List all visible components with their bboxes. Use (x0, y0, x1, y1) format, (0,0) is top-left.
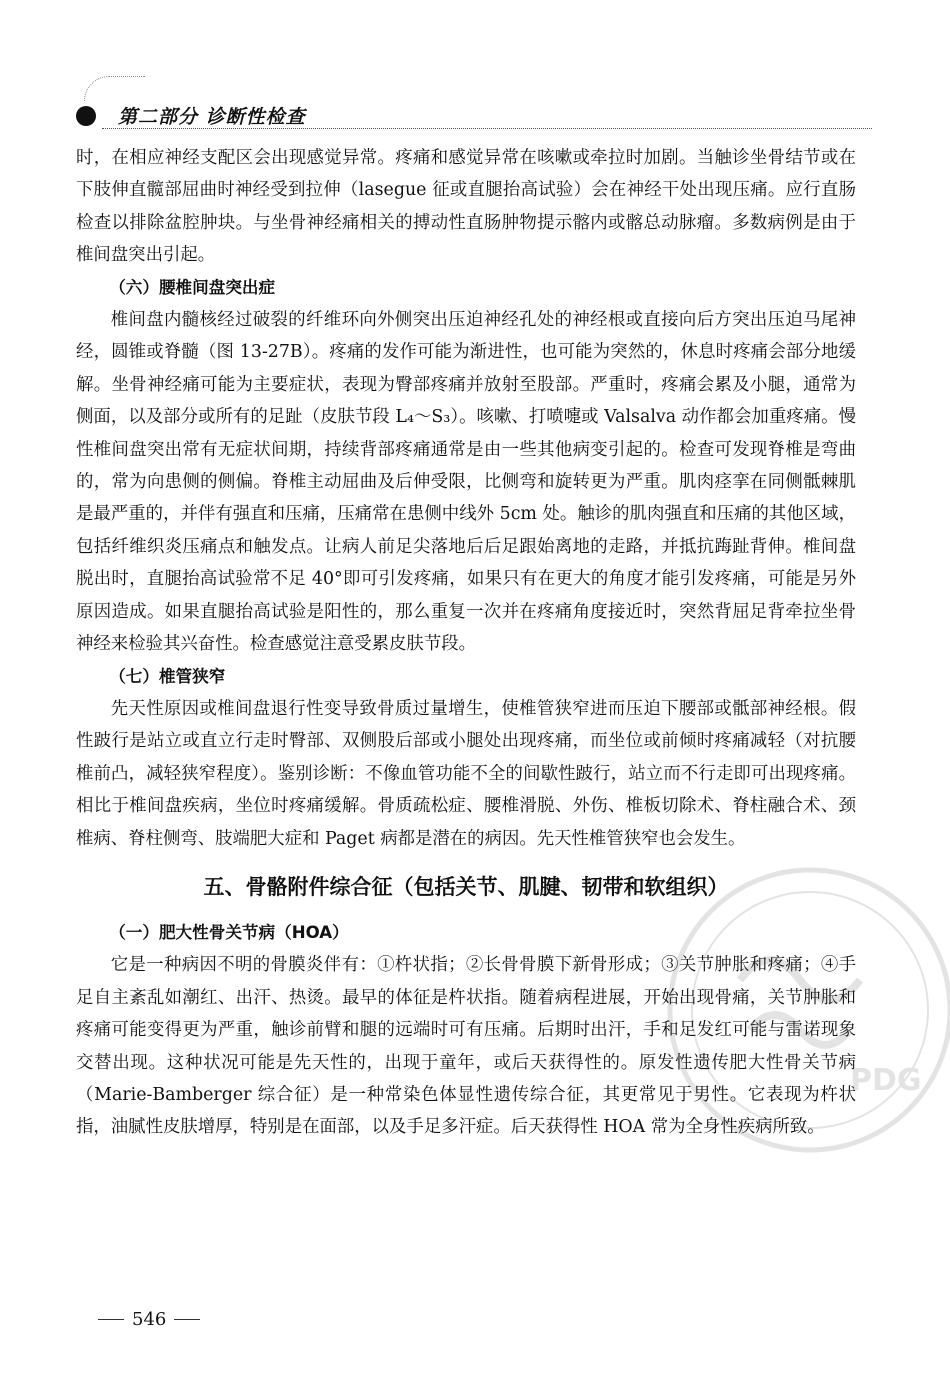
footer-dash-left (98, 1319, 124, 1320)
section-title: 五、骨骼附件综合征（包括关节、肌腱、韧带和软组织） (203, 873, 729, 899)
paragraph-hoa: 它是一种病因不明的骨膜炎伴有：①杵状指；②长骨骨膜下新骨形成；③关节肿胀和疼痛；④手足自主紊乱如潮红、出汗、热烫。最早的体征是杵状指。随着病程进展，开始出现骨痛，关节肿胀和疼痛可能变得更为严重，触诊前臂和腿的远端时可有压痛。后期时出汗，手和足发红可能与雷诺现象交替出现。这种状况可能是先天性的，出现于童年，或后天获得性的。原发性遗传肥大性骨关节病（Marie-Bamberger 综合征）是一种常染色体显性遗传综合征，其更常见于男性。它表现为杵状指，油腻性皮肤增厚，特别是在面部，以及手足多汗症。后天获得性 HOA 常为全身性疾病所致。 (76, 955, 856, 1138)
header-rule (102, 128, 872, 129)
paragraph-spinal-stenosis: 先天性原因或椎间盘退行性变导致骨质过量增生，使椎管狭窄进而压迫下腰部或骶部神经根。假性跛行是站立或直立行走时臀部、双侧股后部或小腿处出现疼痛，而坐位或前倾时疼痛减轻（对抗腰椎前凸，减轻狭窄程度）。鉴别诊断：不像血管功能不全的间歇性跛行，站立而不行走即可出现疼痛。相比于椎间盘疾病，坐位时疼痛缓解。骨质疏松症、腰椎滑脱、外伤、椎板切除术、脊柱融合术、颈椎病、脊柱侧弯、肢端肥大症和 Paget 病都是潜在的病因。先天性椎管狭窄也会发生。 (76, 698, 856, 849)
page-footer (90, 1309, 208, 1330)
paragraph-lumbar-disc: 椎间盘内髓核经过破裂的纤维环向外侧突出压迫神经孔处的神经根或直接向后方突出压迫马尾神经，圆锥或脊髓（图 13-27B）。疼痛的发作可能为渐进性，也可能为突然的，休息时疼痛会部分地缓解。坐骨神经痛可能为主要症状，表现为臀部疼痛并放射至股部。严重时，疼痛会累及小腿，通常为侧面，以及部分或所有的足趾（皮肤节段 L₄～S₃）。咳嗽、打喷嚏或 Valsalva 动作都会加重疼痛。慢性椎间盘突出常有无症状间期，持续背部疼痛通常是由一些其他病变引起的。检查可发现脊椎是弯曲的，常为向患侧的侧偏。脊椎主动屈曲及后伸受限，比侧弯和旋转更为严重。肌肉痉挛在同侧骶棘肌是最严重的，并伴有强直和压痛，压痛常在患侧中线外 5cm 处。触诊的肌肉强直和压痛的其他区域，包括纤维织炎压痛点和触发点。让病人前足尖落地后后足跟始离地的走路，并抵抗踇趾背伸。椎间盘脱出时，直腿抬高试验常不足 40°即可引发疼痛，如果只有在更大的角度才能引发疼痛，可能是另外原因造成。如果直腿抬高试验是阳性的，那么重复一次并在疼痛角度接近时，突然背屈足背牵拉坐骨神经来检验其兴奋性。检查感觉注意受累皮肤节段。 (76, 310, 856, 655)
running-header (72, 96, 872, 130)
subheading-lumbar-disc-herniation: （六）腰椎间盘突出症 (109, 277, 276, 297)
paragraph-continued: 时，在相应神经支配区会出现感觉异常。疼痛和感觉异常在咳嗽或牵拉时加剧。当触诊坐骨结节或在下肢伸直髋部屈曲时神经受到拉伸（lasegue 征或直腿抬高试验）会在神经干处出现压痛。应行直肠检查以排除盆腔肿块。与坐骨神经痛相关的搏动性直肠肿物提示髂内或髂总动脉瘤。多数病例是由于椎间盘突出引起。 (76, 148, 856, 266)
footer-dash-right (174, 1319, 200, 1320)
page-body (76, 142, 856, 1144)
header-ornament (84, 76, 145, 101)
running-header-title: 第二部分 诊断性检查 (118, 106, 306, 128)
subheading-spinal-stenosis: （七）椎管狭窄 (109, 666, 226, 686)
header-bullet-icon (76, 106, 96, 126)
watermark-text: PDG (850, 1063, 922, 1098)
subheading-hoa: （一）肥大性骨关节病（HOA） (109, 922, 349, 942)
page-number: 546 (132, 1309, 167, 1330)
